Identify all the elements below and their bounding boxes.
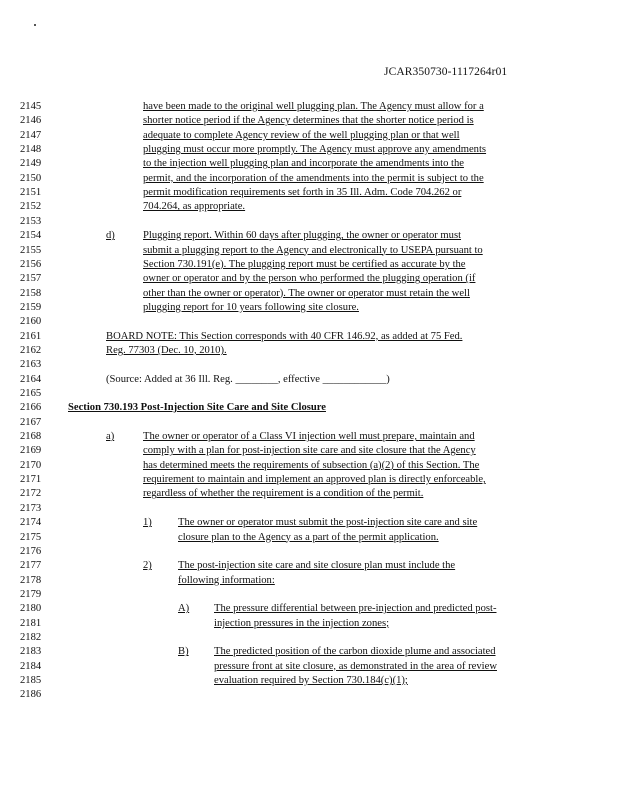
text-line: have been made to the original well plugging plan. The Agency must allow for a — [143, 101, 484, 112]
text-line: BOARD NOTE: This Section corresponds with 40 CFR 146.92, as added at 75 Fed. — [106, 330, 463, 342]
line-number: 2182 — [20, 631, 42, 643]
line-number: 2170 — [20, 459, 42, 471]
line-number: 2168 — [20, 431, 42, 443]
subsection-label: d) — [106, 230, 115, 242]
line-number: 2175 — [20, 531, 42, 543]
subsection-label: B) — [178, 646, 189, 658]
line-number: 2157 — [20, 273, 42, 285]
line-number: 2178 — [20, 574, 42, 586]
line-number: 2158 — [20, 287, 42, 299]
line-number: 2171 — [20, 474, 42, 486]
text-line: has determined meets the requirements of subsection (a)(2) of this Section. The — [143, 459, 480, 471]
text-line: Reg. 77303 (Dec. 10, 2010). — [106, 344, 227, 356]
text-line: The pressure differential between pre-injection and predicted post- — [214, 603, 497, 615]
line-number: 2153 — [20, 215, 42, 227]
line-number: 2150 — [20, 172, 42, 184]
line-number: 2145 — [20, 101, 42, 112]
line-number: 2186 — [20, 689, 42, 701]
text-line: comply with a plan for post-injection site care and site closure that the Agency — [143, 445, 476, 457]
line-number: 2155 — [20, 244, 42, 256]
text-line: The owner or operator must submit the post-injection site care and site — [178, 517, 478, 529]
line-number: 2174 — [20, 517, 42, 529]
section-heading: Section 730.193 Post-Injection Site Care and Site Closure — [68, 402, 326, 414]
subsection-label: 1) — [143, 517, 152, 529]
line-number: 2185 — [20, 675, 42, 686]
line-number: 2151 — [20, 187, 42, 199]
text-line: (Source: Added at 36 Ill. Reg. ________, effective ____________) — [106, 373, 390, 385]
text-line: other than the owner or operator). The owner or operator must retain the well — [143, 287, 470, 299]
line-number: 2162 — [20, 344, 42, 356]
line-number: 2156 — [20, 258, 42, 270]
scan-mark — [34, 24, 36, 26]
line-number: 2177 — [20, 560, 42, 572]
text-line: permit, and the incorporation of the amendments into the permit is subject to the — [143, 172, 484, 184]
text-line: closure plan to the Agency as a part of the permit application. — [178, 531, 439, 543]
text-line: The owner or operator of a Class VI injection well must prepare, maintain and — [143, 431, 475, 443]
text-line: 704.264, as appropriate. — [143, 201, 246, 213]
line-number: 2164 — [20, 373, 42, 385]
document-id-header: JCAR350730-1117264r01 — [384, 66, 508, 78]
text-line: The post-injection site care and site closure plan must include the — [178, 560, 456, 572]
line-number: 2160 — [20, 316, 42, 328]
line-number: 2167 — [20, 416, 42, 428]
line-number: 2154 — [20, 230, 42, 242]
text-line: regardless of whether the requirement is a condition of the permit. — [143, 488, 424, 500]
line-number: 2161 — [20, 330, 42, 342]
line-number: 2181 — [20, 617, 42, 629]
line-number: 2183 — [20, 646, 42, 658]
line-number: 2184 — [20, 660, 42, 672]
line-number: 2169 — [20, 445, 42, 457]
text-line: Plugging report. Within 60 days after plugging, the owner or operator must — [143, 230, 462, 242]
line-number: 2147 — [20, 129, 42, 141]
text-line: adequate to complete Agency review of the well plugging plan or that well — [143, 129, 460, 141]
line-number: 2172 — [20, 488, 42, 500]
text-line: plugging must occur more promptly. The Agency must approve any amendments — [143, 144, 487, 156]
line-number: 2173 — [20, 502, 42, 514]
subsection-label: A) — [178, 603, 190, 615]
text-line: shorter notice period if the Agency determines that the shorter notice period is — [143, 115, 474, 127]
text-line: following information: — [178, 574, 275, 586]
line-number: 2165 — [20, 388, 42, 399]
text-line: injection pressures in the injection zones; — [214, 617, 390, 629]
line-number: 2179 — [20, 588, 42, 600]
text-line: to the injection well plugging plan and incorporate the amendments into the — [143, 158, 464, 170]
line-number: 2166 — [20, 402, 42, 414]
subsection-label: a) — [106, 431, 115, 443]
line-number: 2148 — [20, 144, 42, 156]
line-number: 2180 — [20, 603, 42, 615]
text-line: plugging report for 10 years following site closure. — [143, 301, 359, 313]
text-line: evaluation required by Section 730.184(c)(1); — [214, 675, 408, 686]
text-line: pressure front at site closure, as demonstrated in the area of review — [214, 660, 497, 672]
text-line: The predicted position of the carbon dioxide plume and associated — [214, 646, 496, 658]
text-line: submit a plugging report to the Agency and electronically to USEPA pursuant to — [143, 244, 483, 256]
line-number: 2152 — [20, 201, 42, 213]
line-number: 2146 — [20, 115, 42, 127]
line-number: 2159 — [20, 301, 42, 313]
subsection-label: 2) — [143, 560, 152, 572]
line-number: 2163 — [20, 359, 42, 371]
line-number: 2149 — [20, 158, 42, 170]
text-line: permit modification requirements set forth in 35 Ill. Adm. Code 704.262 or — [143, 187, 462, 199]
text-line: requirement to maintain and implement an approved plan is directly enforceable, — [143, 474, 486, 486]
line-number: 2176 — [20, 545, 42, 557]
text-line: owner or operator and by the person who performed the plugging operation (if — [143, 273, 476, 285]
text-line: Section 730.191(e). The plugging report must be certified as accurate by the — [143, 258, 466, 270]
